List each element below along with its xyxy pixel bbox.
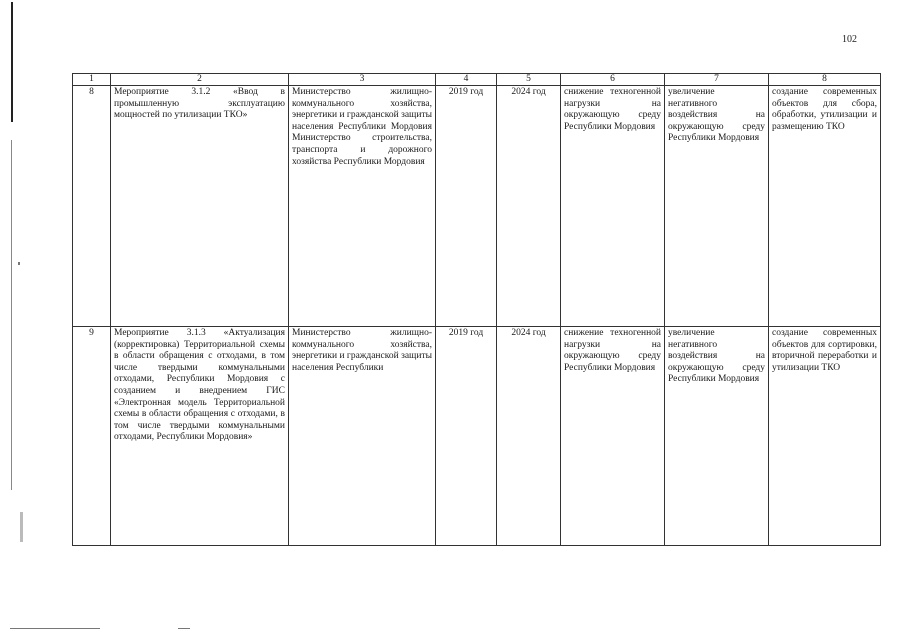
- table-header-row: [73, 74, 881, 86]
- binding-edge-line: [11, 2, 13, 122]
- table-row: [73, 86, 881, 327]
- start-year: 2019 год: [436, 86, 497, 327]
- page-number: 102: [842, 34, 857, 45]
- executor: Министерство жилищно-коммунального хозяйства, энергетики и гражданской защиты населения Республики Мордовия Министерство строительства, транспорта и дорожного хозяйства Республики Мордовия: [289, 86, 436, 327]
- header-cell: 4: [436, 74, 497, 86]
- related-indicator: создание современных объектов для сбора, обработки, утилизации и размещению ТКО: [769, 86, 881, 327]
- header-cell: 3: [289, 74, 436, 86]
- scan-line-bottom: [10, 628, 100, 629]
- row-number: 9: [73, 327, 111, 546]
- events-table: [72, 73, 881, 546]
- header-cell: 5: [497, 74, 561, 86]
- scan-smudge: [20, 512, 23, 542]
- row-number: 8: [73, 86, 111, 327]
- header-cell: 7: [665, 74, 769, 86]
- header-cell: 8: [769, 74, 881, 86]
- expected-result: снижение техногенной нагрузки на окружающую среду Республики Мордовия: [561, 86, 665, 327]
- expected-result: снижение техногенной нагрузки на окружающую среду Республики Мордовия: [561, 327, 665, 546]
- binding-edge-line-faint: [11, 140, 12, 490]
- start-year: 2019 год: [436, 327, 497, 546]
- header-cell: 1: [73, 74, 111, 86]
- end-year: 2024 год: [497, 86, 561, 327]
- non-implementation-consequence: увеличение негативного воздействия на окружающую среду Республики Мордовия: [665, 86, 769, 327]
- scan-line-bottom-short: [178, 628, 190, 629]
- header-cell: 6: [561, 74, 665, 86]
- header-cell: 2: [111, 74, 289, 86]
- event-name: Мероприятие 3.1.3 «Актуализация (корректировка) Территориальной схемы в области обращения с отходами, в том числе твердыми коммунальными отходами, Республики Мордовия с созданием и внедрением ГИС «Электронная модель Территориальной схемы в области обращения с отходами, в том числе твердыми коммунальными отходами, Республики Мордовия»: [111, 327, 289, 546]
- table-row: [73, 327, 881, 546]
- scan-speck: [18, 262, 20, 265]
- event-name: Мероприятие 3.1.2 «Ввод в промышленную эксплуатацию мощностей по утилизации ТКО»: [111, 86, 289, 327]
- end-year: 2024 год: [497, 327, 561, 546]
- executor: Министерство жилищно-коммунального хозяйства, энергетики и гражданской защиты населения Республики: [289, 327, 436, 546]
- non-implementation-consequence: увеличение негативного воздействия на окружающую среду Республики Мордовия: [665, 327, 769, 546]
- related-indicator: создание современных объектов для сортировки, вторичной переработки и утилизации ТКО: [769, 327, 881, 546]
